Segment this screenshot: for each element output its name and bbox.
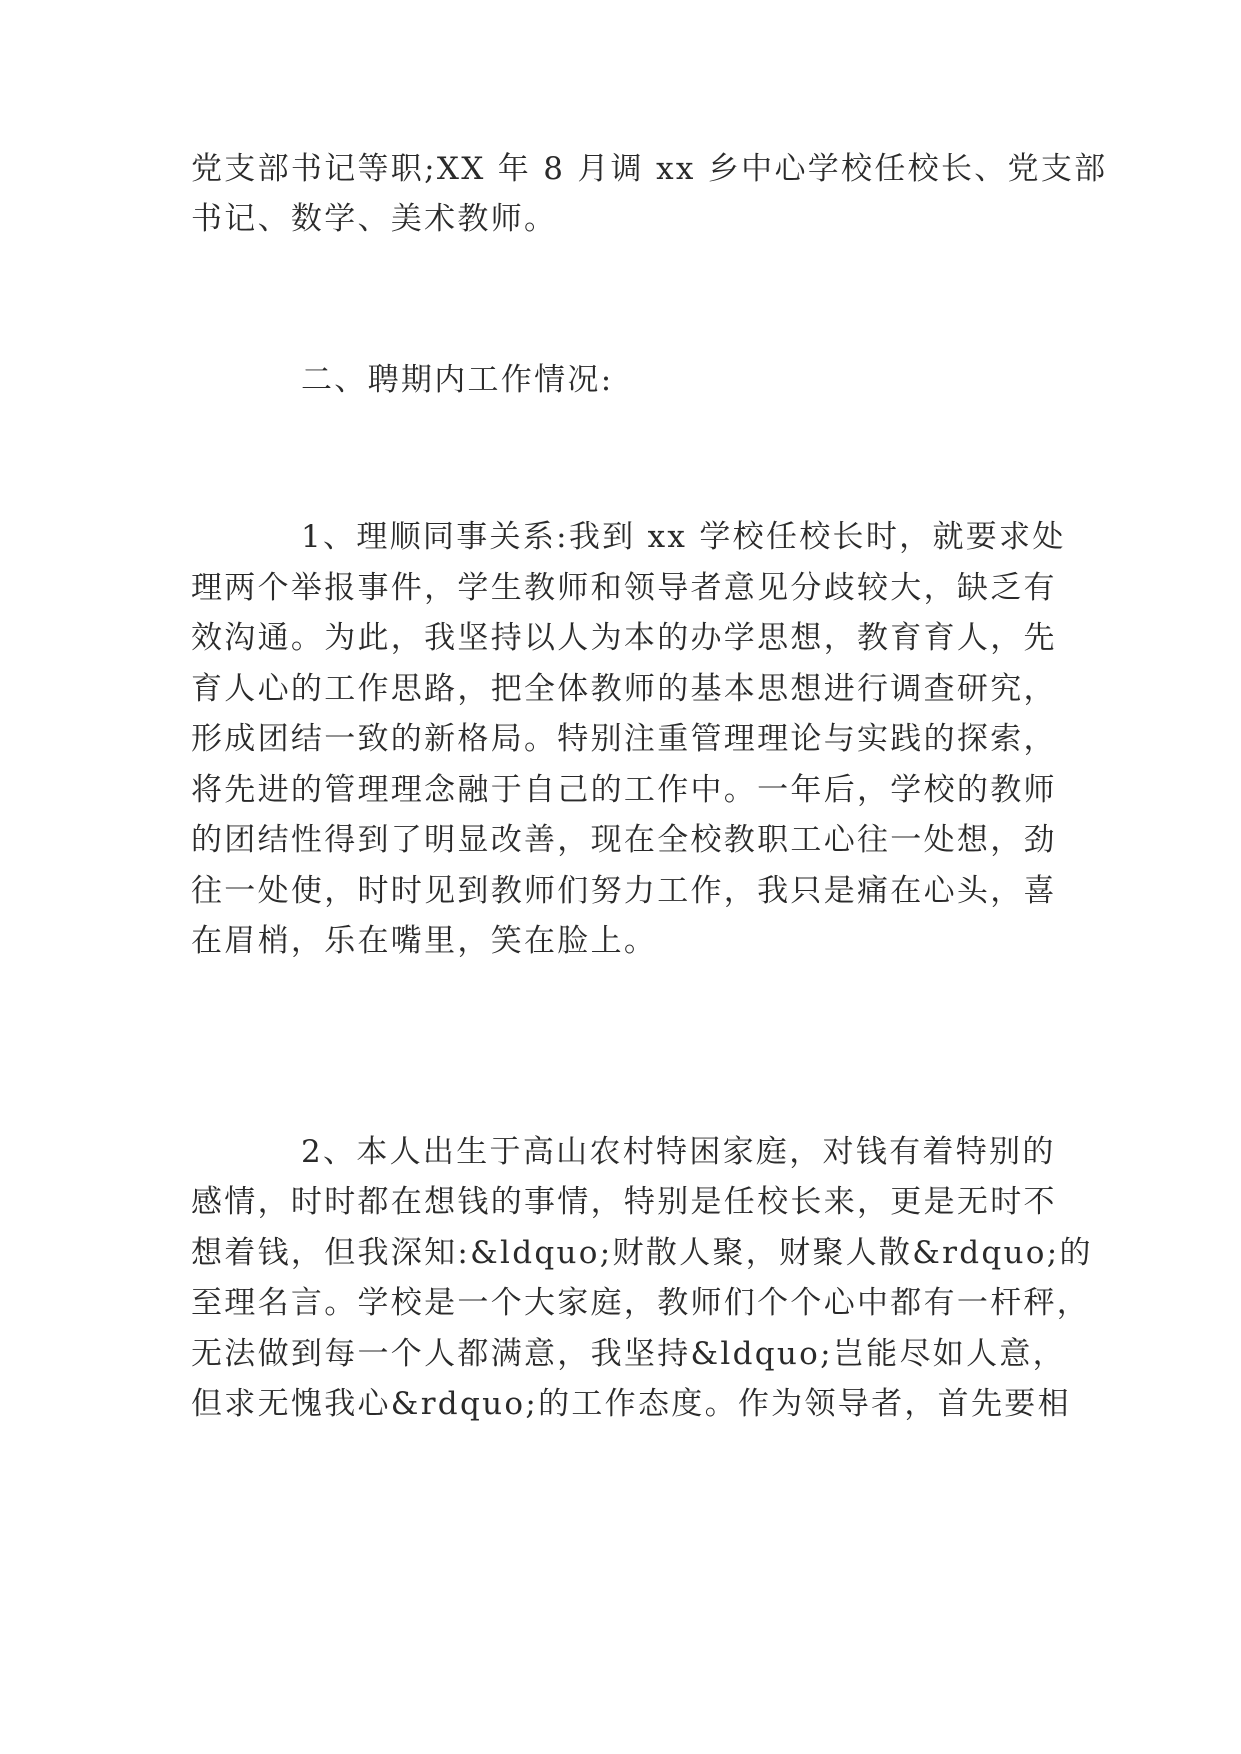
para1-line-2: 理两个举报事件，学生教师和领导者意见分歧较大，缺乏有	[191, 570, 1057, 606]
intro-line-2: 书记、数学、美术教师。	[191, 201, 558, 237]
para1-line-3: 效沟通。为此，我坚持以人为本的办学思想，教育育人，先	[191, 620, 1057, 656]
para2-line-1: 2、本人出生于高山农村特困家庭，对钱有着特别的	[301, 1134, 1056, 1170]
para1-line-9: 在眉梢，乐在嘴里，笑在脸上。	[191, 923, 658, 959]
para1-line-1: 1、理顺同事关系:我到 xx 学校任校长时，就要求处	[301, 519, 1066, 555]
intro-line-1: 党支部书记等职;XX 年 8 月调 xx 乡中心学校任校长、党支部	[191, 151, 1108, 187]
para2-line-2: 感情，时时都在想钱的事情，特别是任校长来，更是无时不	[191, 1184, 1057, 1220]
para1-line-7: 的团结性得到了明显改善，现在全校教职工心往一处想，劲	[191, 822, 1057, 858]
para2-line-5: 无法做到每一个人都满意，我坚持&ldquo;岂能尽如人意，	[191, 1336, 1066, 1372]
para2-line-4: 至理名言。学校是一个大家庭，教师们个个心中都有一杆秤，	[191, 1285, 1091, 1321]
para1-line-5: 形成团结一致的新格局。特别注重管理理论与实践的探索，	[191, 721, 1057, 757]
para1-line-8: 往一处使，时时见到教师们努力工作，我只是痛在心头，喜	[191, 873, 1057, 909]
section-heading: 二、聘期内工作情况:	[301, 362, 614, 398]
para1-line-4: 育人心的工作思路，把全体教师的基本思想进行调查研究，	[191, 671, 1057, 707]
para2-line-6: 但求无愧我心&rdquo;的工作态度。作为领导者，首先要相	[191, 1386, 1071, 1422]
para1-line-6: 将先进的管理理念融于自己的工作中。一年后，学校的教师	[191, 772, 1057, 808]
para2-line-3: 想着钱，但我深知:&ldquo;财散人聚，财聚人散&rdquo;的	[191, 1235, 1093, 1271]
